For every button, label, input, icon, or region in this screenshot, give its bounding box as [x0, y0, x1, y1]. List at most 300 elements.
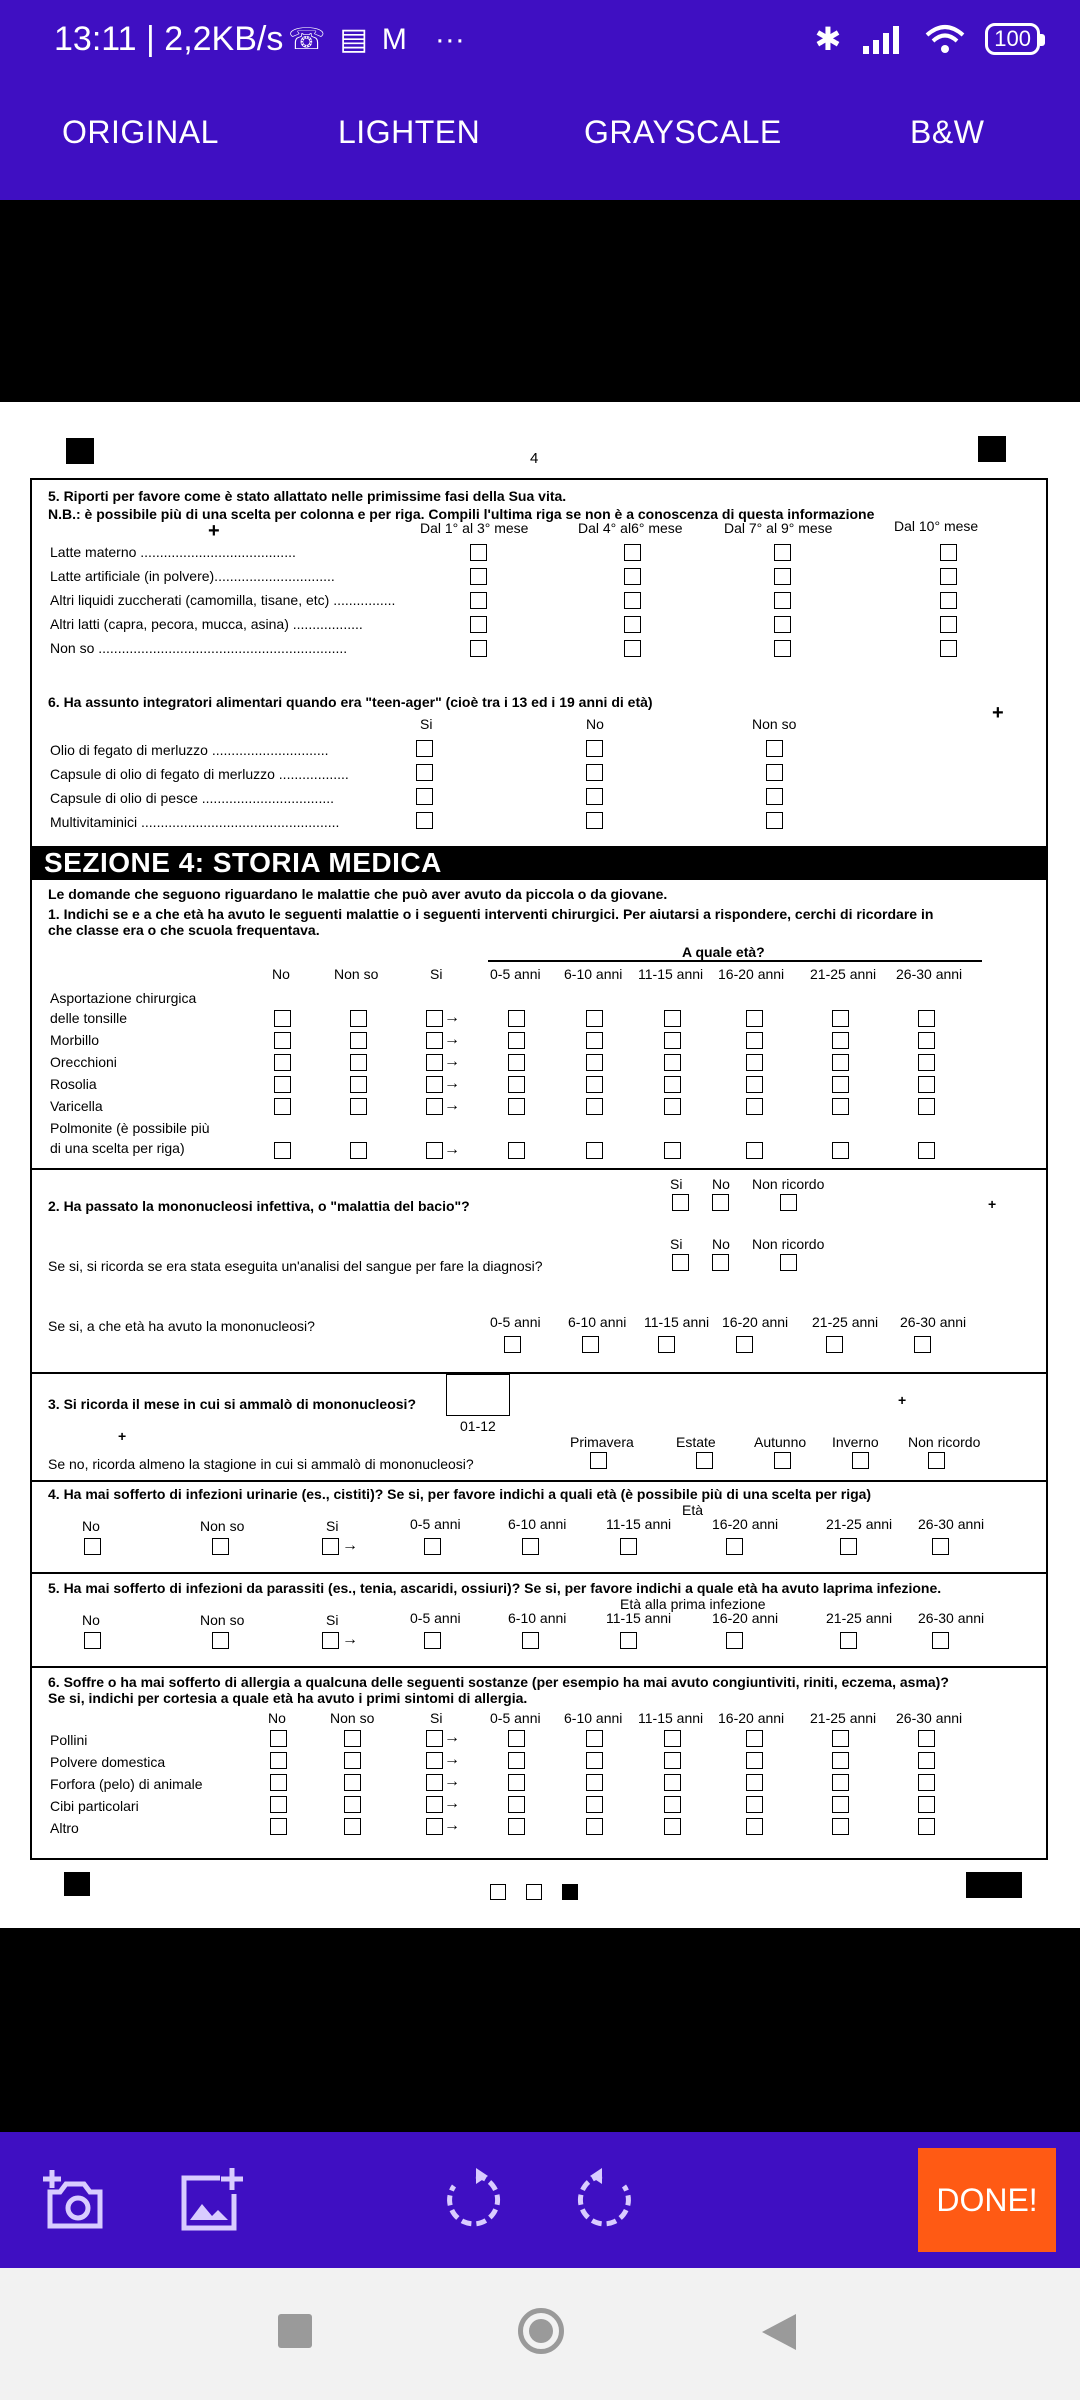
tab-grayscale[interactable]: GRAYSCALE — [584, 114, 782, 150]
age-col: 16-20 anni — [712, 1516, 779, 1532]
checkbox[interactable] — [470, 592, 487, 609]
checkbox[interactable] — [350, 1010, 367, 1027]
message-icon: ▤ — [339, 23, 368, 56]
checkbox[interactable] — [274, 1054, 291, 1071]
q5-row: Altri liquidi zuccherati (camomilla, tisane, etc) ................ — [50, 592, 396, 608]
age-col: 0-5 anni — [490, 966, 541, 982]
checkbox[interactable] — [726, 1538, 743, 1555]
arrow-icon: → — [444, 1097, 460, 1114]
divider — [32, 1572, 1046, 1574]
age-col: 26-30 anni — [900, 1314, 967, 1330]
age-col: 6-10 anni — [564, 966, 623, 982]
checkbox[interactable] — [672, 1194, 689, 1211]
checkbox[interactable] — [766, 812, 783, 829]
checkbox[interactable] — [426, 1752, 443, 1769]
checkbox[interactable] — [624, 592, 641, 609]
checkbox[interactable] — [270, 1774, 287, 1791]
registration-plus: + — [992, 702, 1004, 724]
gallery-add-icon[interactable] — [176, 2166, 244, 2234]
col-si: Si — [326, 1612, 339, 1628]
checkbox[interactable] — [664, 1796, 681, 1813]
checkbox[interactable] — [746, 1752, 763, 1769]
age-col: 21-25 anni — [826, 1516, 893, 1532]
arrow-icon: → — [444, 1141, 460, 1158]
s4-intro: Le domande che seguono riguardano le malattie che può aver avuto da piccola o da giovane. — [48, 886, 668, 902]
status-notification-icons — [288, 22, 465, 57]
col-no: No — [82, 1518, 100, 1534]
opt-si: Si — [670, 1236, 683, 1252]
checkbox[interactable] — [832, 1076, 849, 1093]
col-non-so: Non so — [330, 1710, 375, 1726]
checkbox[interactable] — [344, 1796, 361, 1813]
q2-title: 2. Ha passato la mononucleosi infettiva, o "malattia del bacio"? — [48, 1198, 470, 1214]
checkbox[interactable] — [508, 1098, 525, 1115]
age-header: A quale età? — [682, 944, 765, 960]
checkbox[interactable] — [832, 1752, 849, 1769]
checkbox[interactable] — [664, 1054, 681, 1071]
page-indicator — [490, 1884, 506, 1900]
checkbox[interactable] — [426, 1076, 443, 1093]
q5-row: Latte artificiale (in polvere)............................... — [50, 568, 335, 584]
disease-row: Varicella — [50, 1098, 103, 1114]
checkbox[interactable] — [932, 1632, 949, 1649]
checkbox[interactable] — [918, 1098, 935, 1115]
arrow-icon: → — [342, 1537, 358, 1554]
checkbox[interactable] — [852, 1452, 869, 1469]
age-col: 21-25 anni — [826, 1610, 893, 1626]
checkbox[interactable] — [664, 1098, 681, 1115]
checkbox[interactable] — [84, 1632, 101, 1649]
checkbox[interactable] — [664, 1076, 681, 1093]
q4-title: 4. Ha mai sofferto di infezioni urinarie (es., cistiti)? Se si, per favore indichi a quali età (è possibile più di una scelta per riga) — [48, 1486, 872, 1502]
checkbox[interactable] — [746, 1796, 763, 1813]
disease-row: delle tonsille — [50, 1010, 128, 1026]
checkbox[interactable] — [344, 1818, 361, 1835]
season-option: Primavera — [570, 1434, 634, 1450]
battery-icon: 100 — [985, 23, 1040, 55]
checkbox[interactable] — [350, 1054, 367, 1071]
checkbox[interactable] — [350, 1098, 367, 1115]
q5-col: Dal 1° al 3° mese — [420, 520, 529, 536]
age-col: 0-5 anni — [490, 1314, 541, 1330]
top-bar — [0, 0, 1080, 200]
checkbox[interactable] — [624, 544, 641, 561]
checkbox[interactable] — [586, 1032, 603, 1049]
allergy-row: Pollini — [50, 1732, 88, 1748]
q5b-sub: Età alla prima infezione — [620, 1596, 766, 1612]
age-col: 11-15 anni — [606, 1516, 672, 1532]
tab-bw[interactable]: B&W — [910, 114, 985, 150]
checkbox[interactable] — [508, 1010, 525, 1027]
recents-button[interactable] — [278, 2314, 312, 2348]
checkbox[interactable] — [624, 616, 641, 633]
arrow-icon: → — [444, 1053, 460, 1070]
arrow-icon: → — [444, 1009, 460, 1026]
checkbox[interactable] — [624, 640, 641, 657]
q6b-sub: Se si, indichi per cortesia a quale età ha avuto i primi sintomi di allergia. — [48, 1690, 528, 1706]
checkbox[interactable] — [586, 1142, 603, 1159]
checkbox[interactable] — [664, 1818, 681, 1835]
q3-title: 3. Si ricorda il mese in cui si ammalò di mononucleosi? — [48, 1396, 416, 1412]
q6-col: Si — [420, 716, 433, 732]
checkbox[interactable] — [832, 1774, 849, 1791]
corner-marker — [66, 438, 94, 464]
checkbox[interactable] — [426, 1032, 443, 1049]
checkbox[interactable] — [586, 740, 603, 757]
checkbox[interactable] — [274, 1098, 291, 1115]
checkbox[interactable] — [940, 616, 957, 633]
camera-add-icon[interactable] — [40, 2166, 108, 2234]
checkbox[interactable] — [826, 1336, 843, 1353]
checkbox[interactable] — [426, 1818, 443, 1835]
checkbox[interactable] — [940, 544, 957, 561]
season-option: Non ricordo — [908, 1434, 981, 1450]
divider — [32, 1666, 1046, 1668]
s4-q1: 1. Indichi se e a che età ha avuto le seguenti malattie o i seguenti interventi chirurgici. Per aiutarsi a rispondere, cerchi di ricordare in — [48, 906, 934, 922]
checkbox[interactable] — [780, 1254, 797, 1271]
checkbox[interactable] — [350, 1032, 367, 1049]
age-col: 11-15 anni — [638, 1710, 704, 1726]
checkbox[interactable] — [508, 1076, 525, 1093]
checkbox[interactable] — [274, 1032, 291, 1049]
checkbox[interactable] — [620, 1632, 637, 1649]
checkbox[interactable] — [586, 1010, 603, 1027]
age-col: 21-25 anni — [812, 1314, 879, 1330]
divider — [32, 1480, 1046, 1482]
checkbox[interactable] — [664, 1032, 681, 1049]
checkbox[interactable] — [344, 1774, 361, 1791]
checkbox[interactable] — [212, 1538, 229, 1555]
checkbox[interactable] — [470, 640, 487, 657]
age-col: 26-30 anni — [896, 966, 963, 982]
tab-original[interactable]: ORIGINAL — [62, 114, 219, 150]
arrow-icon: → — [342, 1631, 358, 1648]
checkbox[interactable] — [426, 1774, 443, 1791]
opt-si: Si — [670, 1176, 683, 1192]
checkbox[interactable] — [470, 568, 487, 585]
rotate-right-icon[interactable] — [574, 2166, 642, 2234]
checkbox[interactable] — [426, 1098, 443, 1115]
checkbox[interactable] — [832, 1054, 849, 1071]
rotate-left-icon[interactable] — [436, 2166, 504, 2234]
checkbox[interactable] — [832, 1098, 849, 1115]
checkbox[interactable] — [726, 1632, 743, 1649]
checkbox[interactable] — [350, 1142, 367, 1159]
col-no: No — [82, 1612, 100, 1628]
age-col: 16-20 anni — [712, 1610, 779, 1626]
checkbox[interactable] — [918, 1818, 935, 1835]
age-col: 0-5 anni — [490, 1710, 541, 1726]
checkbox[interactable] — [664, 1752, 681, 1769]
checkbox[interactable] — [522, 1538, 539, 1555]
checkbox[interactable] — [586, 764, 603, 781]
age-col: 11-15 anni — [644, 1314, 710, 1330]
checkbox[interactable] — [940, 592, 957, 609]
checkbox[interactable] — [426, 1010, 443, 1027]
checkbox[interactable] — [322, 1538, 339, 1555]
checkbox[interactable] — [746, 1054, 763, 1071]
age-col: 11-15 anni — [606, 1610, 672, 1626]
checkbox[interactable] — [832, 1818, 849, 1835]
age-col: 16-20 anni — [718, 966, 785, 982]
checkbox[interactable] — [582, 1336, 599, 1353]
scanned-document[interactable] — [0, 402, 1080, 1928]
missed-call-icon: ☏ — [288, 23, 326, 56]
corner-marker — [966, 1872, 1022, 1898]
checkbox[interactable] — [426, 1054, 443, 1071]
checkbox[interactable] — [918, 1076, 935, 1093]
checkbox[interactable] — [586, 1076, 603, 1093]
tab-lighten[interactable]: LIGHTEN — [338, 114, 481, 150]
checkbox[interactable] — [940, 568, 957, 585]
q2-age: Se si, a che età ha avuto la mononucleosi? — [48, 1318, 315, 1334]
checkbox[interactable] — [344, 1730, 361, 1747]
opt-no: No — [712, 1176, 730, 1192]
opt-non-ricordo: Non ricordo — [752, 1236, 825, 1252]
checkbox[interactable] — [470, 616, 487, 633]
arrow-icon: → — [444, 1751, 460, 1768]
checkbox[interactable] — [774, 544, 791, 561]
checkbox[interactable] — [918, 1774, 935, 1791]
checkbox[interactable] — [508, 1730, 525, 1747]
checkbox[interactable] — [658, 1336, 675, 1353]
checkbox[interactable] — [832, 1142, 849, 1159]
q5-row: Non so ................................................................ — [50, 640, 348, 656]
back-button[interactable] — [760, 2312, 798, 2352]
age-col: 6-10 anni — [568, 1314, 627, 1330]
age-col: 16-20 anni — [722, 1314, 789, 1330]
checkbox[interactable] — [586, 1730, 603, 1747]
checkbox[interactable] — [914, 1336, 931, 1353]
checkbox[interactable] — [832, 1796, 849, 1813]
checkbox[interactable] — [712, 1194, 729, 1211]
checkbox[interactable] — [322, 1632, 339, 1649]
checkbox[interactable] — [664, 1730, 681, 1747]
disease-row: Rosolia — [50, 1076, 97, 1092]
col-non-so: Non so — [200, 1518, 245, 1534]
checkbox[interactable] — [350, 1076, 367, 1093]
age-col: 21-25 anni — [810, 1710, 877, 1726]
checkbox[interactable] — [270, 1796, 287, 1813]
checkbox[interactable] — [664, 1010, 681, 1027]
q6-row: Capsule di olio di pesce .................................. — [50, 790, 335, 806]
age-col: 26-30 anni — [896, 1710, 963, 1726]
checkbox[interactable] — [918, 1032, 935, 1049]
checkbox[interactable] — [918, 1796, 935, 1813]
divider — [32, 1372, 1046, 1374]
checkbox[interactable] — [426, 1730, 443, 1747]
disease-row: di una scelta per riga) — [50, 1140, 185, 1156]
checkbox[interactable] — [586, 812, 603, 829]
age-col: 0-5 anni — [410, 1610, 461, 1626]
checkbox[interactable] — [504, 1336, 521, 1353]
checkbox[interactable] — [664, 1142, 681, 1159]
arrow-icon: → — [444, 1817, 460, 1834]
checkbox[interactable] — [508, 1796, 525, 1813]
q5-col: Dal 4° al6° mese — [578, 520, 683, 536]
checkbox[interactable] — [508, 1142, 525, 1159]
arrow-icon: → — [444, 1031, 460, 1048]
checkbox[interactable] — [928, 1452, 945, 1469]
checkbox[interactable] — [940, 640, 957, 657]
checkbox[interactable] — [508, 1774, 525, 1791]
checkbox[interactable] — [840, 1538, 857, 1555]
checkbox[interactable] — [590, 1452, 607, 1469]
age-col: 0-5 anni — [410, 1516, 461, 1532]
checkbox[interactable] — [832, 1032, 849, 1049]
age-col: 11-15 anni — [638, 966, 704, 982]
checkbox[interactable] — [766, 764, 783, 781]
disease-row: Orecchioni — [50, 1054, 117, 1070]
checkbox[interactable] — [426, 1142, 443, 1159]
q5-row: Latte materno ........................................ — [50, 544, 296, 560]
checkbox[interactable] — [426, 1796, 443, 1813]
checkbox[interactable] — [774, 640, 791, 657]
checkbox[interactable] — [918, 1010, 935, 1027]
checkbox[interactable] — [746, 1774, 763, 1791]
checkbox[interactable] — [212, 1632, 229, 1649]
checkbox[interactable] — [774, 1452, 791, 1469]
checkbox[interactable] — [746, 1142, 763, 1159]
checkbox[interactable] — [746, 1818, 763, 1835]
col-si: Si — [326, 1518, 339, 1534]
allergy-row: Polvere domestica — [50, 1754, 166, 1770]
checkbox[interactable] — [832, 1730, 849, 1747]
q6-row: Multivitaminici ................................................... — [50, 814, 340, 830]
checkbox[interactable] — [746, 1730, 763, 1747]
arrow-icon: → — [444, 1075, 460, 1092]
month-input[interactable] — [446, 1374, 510, 1416]
checkbox[interactable] — [832, 1010, 849, 1027]
checkbox[interactable] — [274, 1010, 291, 1027]
checkbox[interactable] — [746, 1010, 763, 1027]
checkbox[interactable] — [508, 1752, 525, 1769]
checkbox[interactable] — [840, 1632, 857, 1649]
checkbox[interactable] — [416, 788, 433, 805]
checkbox[interactable] — [586, 1774, 603, 1791]
gmail-icon: M — [381, 22, 407, 56]
checkbox[interactable] — [522, 1632, 539, 1649]
checkbox[interactable] — [586, 1818, 603, 1835]
checkbox[interactable] — [766, 788, 783, 805]
section-4-header: SEZIONE 4: STORIA MEDICA — [32, 846, 1046, 880]
q6-col: Non so — [752, 716, 797, 732]
checkbox[interactable] — [774, 592, 791, 609]
q3-sub: Se no, ricorda almeno la stagione in cui si ammalò di mononucleosi? — [48, 1456, 474, 1472]
age-col: 21-25 anni — [810, 966, 877, 982]
checkbox[interactable] — [672, 1254, 689, 1271]
allergy-row: Altro — [50, 1820, 79, 1836]
divider — [32, 1168, 1046, 1170]
month-range: 01-12 — [460, 1418, 496, 1434]
registration-plus: + — [208, 520, 220, 542]
q5-title: 5. Riporti per favore come è stato allattato nelle primissime fasi della Sua vita. — [48, 488, 567, 504]
checkbox[interactable] — [508, 1054, 525, 1071]
checkbox[interactable] — [918, 1054, 935, 1071]
checkbox[interactable] — [344, 1752, 361, 1769]
checkbox[interactable] — [624, 568, 641, 585]
q5-col: Dal 7° al 9° mese — [724, 520, 833, 536]
checkbox[interactable] — [918, 1142, 935, 1159]
done-button[interactable]: DONE! — [918, 2148, 1056, 2252]
checkbox[interactable] — [774, 616, 791, 633]
checkbox[interactable] — [274, 1076, 291, 1093]
col-non-so: Non so — [200, 1612, 245, 1628]
age-col: 6-10 anni — [564, 1710, 623, 1726]
status-bar — [0, 0, 1080, 84]
season-option: Autunno — [754, 1434, 807, 1450]
arrow-icon: → — [444, 1773, 460, 1790]
checkbox[interactable] — [508, 1032, 525, 1049]
opt-no: No — [712, 1236, 730, 1252]
checkbox[interactable] — [424, 1538, 441, 1555]
checkbox[interactable] — [746, 1098, 763, 1115]
s4-q1-cont: che classe era o che scuola frequentava. — [48, 922, 320, 938]
checkbox[interactable] — [918, 1752, 935, 1769]
col-no: No — [272, 966, 290, 982]
status-system-icons — [814, 20, 1040, 58]
checkbox[interactable] — [84, 1538, 101, 1555]
checkbox[interactable] — [270, 1818, 287, 1835]
divider — [488, 960, 982, 962]
home-button[interactable] — [518, 2308, 564, 2354]
checkbox[interactable] — [416, 764, 433, 781]
status-time: 13:11 | 2,2KB/s — [54, 20, 284, 58]
checkbox[interactable] — [586, 1752, 603, 1769]
checkbox[interactable] — [424, 1632, 441, 1649]
more-notifications-icon: ··· — [434, 22, 465, 56]
checkbox[interactable] — [664, 1774, 681, 1791]
checkbox[interactable] — [932, 1538, 949, 1555]
registration-plus: + — [988, 1196, 997, 1212]
q5-note: N.B.: è possibile più di una scelta per colonna e per riga. Compili l'ultima riga se non è a conoscenza di questa informazione — [48, 506, 875, 522]
checkbox[interactable] — [918, 1730, 935, 1747]
bluetooth-icon: ✱ — [814, 21, 842, 57]
checkbox[interactable] — [270, 1752, 287, 1769]
checkbox[interactable] — [766, 740, 783, 757]
age-col: 6-10 anni — [508, 1610, 567, 1626]
checkbox[interactable] — [508, 1818, 525, 1835]
checkbox[interactable] — [696, 1452, 713, 1469]
season-option: Inverno — [832, 1434, 879, 1450]
navigation-bar — [0, 2268, 1080, 2400]
checkbox[interactable] — [620, 1538, 637, 1555]
disease-row: Polmonite (è possibile più — [50, 1120, 210, 1136]
age-col: 16-20 anni — [718, 1710, 785, 1726]
checkbox[interactable] — [586, 1098, 603, 1115]
checkbox[interactable] — [586, 1796, 603, 1813]
registration-plus: + — [118, 1428, 127, 1444]
q5-col: Dal 10° mese — [894, 518, 979, 534]
registration-plus: + — [898, 1392, 907, 1408]
checkbox[interactable] — [586, 1054, 603, 1071]
checkbox[interactable] — [270, 1730, 287, 1747]
checkbox[interactable] — [712, 1254, 729, 1271]
checkbox[interactable] — [736, 1336, 753, 1353]
checkbox[interactable] — [274, 1142, 291, 1159]
checkbox[interactable] — [416, 740, 433, 757]
checkbox[interactable] — [416, 812, 433, 829]
checkbox[interactable] — [780, 1194, 797, 1211]
checkbox[interactable] — [470, 544, 487, 561]
checkbox[interactable] — [586, 788, 603, 805]
checkbox[interactable] — [746, 1032, 763, 1049]
opt-non-ricordo: Non ricordo — [752, 1176, 825, 1192]
checkbox[interactable] — [774, 568, 791, 585]
checkbox[interactable] — [746, 1076, 763, 1093]
q6-row: Olio di fegato di merluzzo .............................. — [50, 742, 329, 758]
col-si: Si — [430, 1710, 443, 1726]
